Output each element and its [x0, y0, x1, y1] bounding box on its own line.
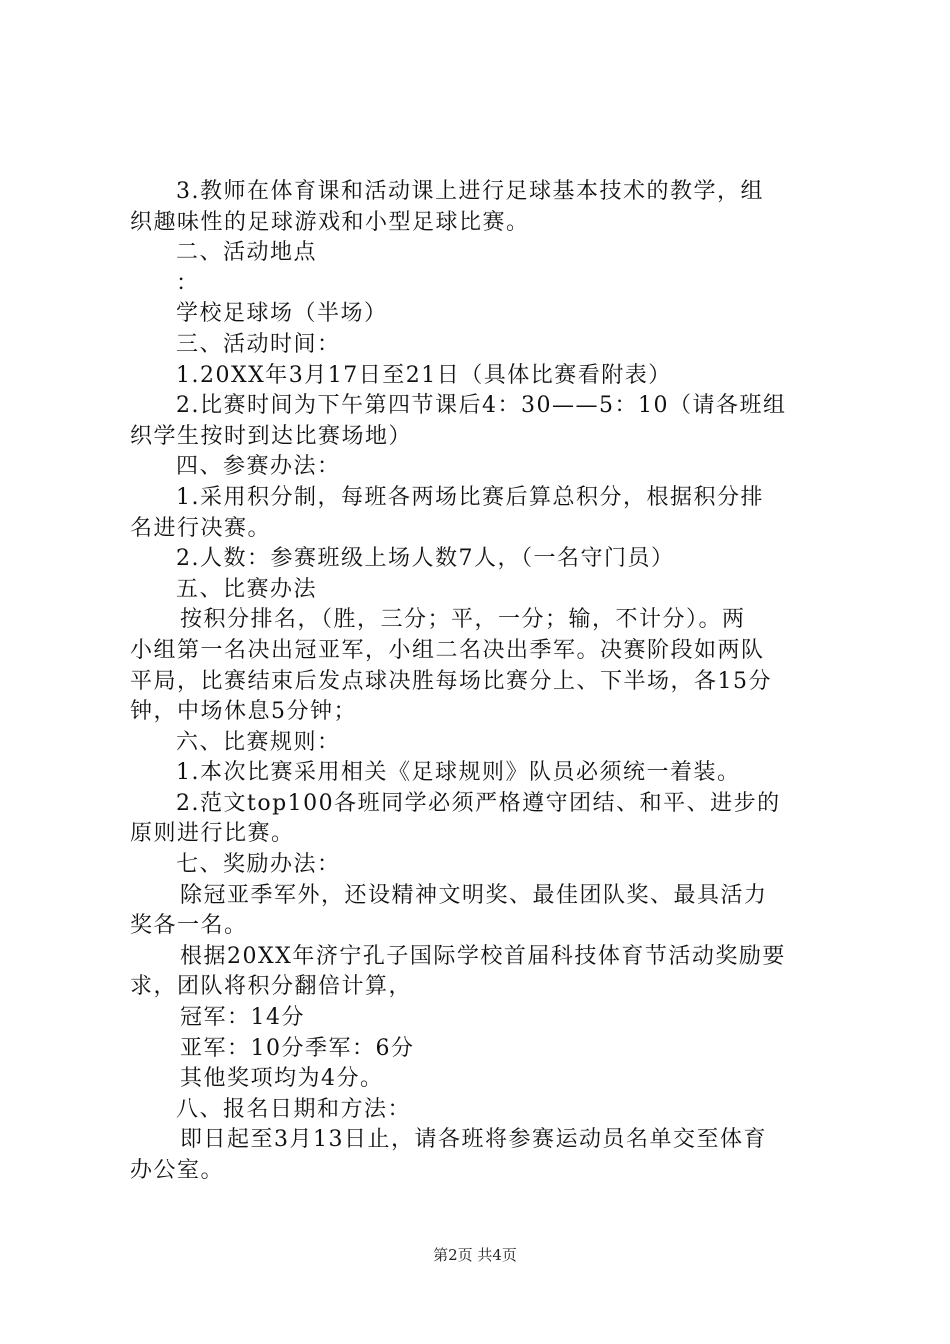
section-heading: 七、奖励办法：	[176, 852, 341, 878]
text-line: ：	[176, 270, 200, 296]
text-line: 平局，比赛结束后发点球决胜每场比赛分上、下半场，各15分	[130, 668, 772, 694]
section-heading: 四、参赛办法：	[176, 454, 341, 480]
text-line: 小组第一名决出冠亚军，小组二名决出季军。决赛阶段如两队	[130, 637, 765, 663]
section-heading: 八、报名日期和方法：	[176, 1096, 412, 1122]
text-line: 办公室。	[130, 1158, 225, 1183]
text-line: 除冠亚季军外，还设精神文明奖、最佳团队奖、最具活力	[180, 882, 768, 908]
text-line: 1.采用积分制，每班各两场比赛后算总积分，根据积分排	[176, 484, 764, 510]
section-heading: 二、活动地点	[176, 240, 318, 266]
section-heading: 五、比赛办法	[176, 576, 318, 602]
page-footer: 第2页 共4页	[433, 1246, 517, 1264]
text-line: 织趣味性的足球游戏和小型足球比赛。	[130, 209, 530, 235]
text-line: 织学生按时到达比赛场地）	[130, 423, 413, 449]
text-line: 名进行决赛。	[130, 515, 272, 541]
text-line: 亚军：10分季军：6分	[180, 1035, 415, 1061]
text-line: 3.教师在体育课和活动课上进行足球基本技术的教学，组	[176, 179, 764, 204]
text-line: 钟，中场休息5分钟；	[130, 699, 357, 725]
text-line: 原则进行比赛。	[130, 821, 295, 847]
text-line: 其他奖项均为4分。	[180, 1066, 384, 1092]
text-line: 冠军：14分	[180, 1005, 305, 1031]
text-line: 2.范文top100各班同学必须严格遵守团结、和平、进步的	[176, 790, 781, 816]
text-line: 根据20XX年济宁孔子国际学校首届科技体育节活动奖励要	[180, 943, 786, 969]
text-line: 求，团队将积分翻倍计算，	[130, 974, 413, 1000]
text-line: 奖各一名。	[130, 913, 248, 939]
section-heading: 三、活动时间：	[176, 331, 341, 357]
text-line: 学校足球场（半场）	[176, 301, 388, 327]
text-line: 1.20XX年3月17日至21日（具体比赛看附表）	[176, 362, 672, 388]
text-line: 2.比赛时间为下午第四节课后4：30——5：10（请各班组	[176, 393, 787, 419]
section-heading: 六、比赛规则：	[176, 729, 341, 755]
text-line: 2.人数：参赛班级上场人数7人，（一名守门员）	[176, 546, 675, 572]
document-body	[130, 177, 830, 1187]
text-line: 1.本次比赛采用相关《足球规则》队员必须统一着装。	[176, 760, 741, 786]
text-line: 按积分排名，（胜，三分；平，一分；输，不计分）。两	[180, 607, 746, 633]
text-line: 即日起至3月13日止，请各班将参赛运动员名单交至体育	[180, 1127, 767, 1153]
